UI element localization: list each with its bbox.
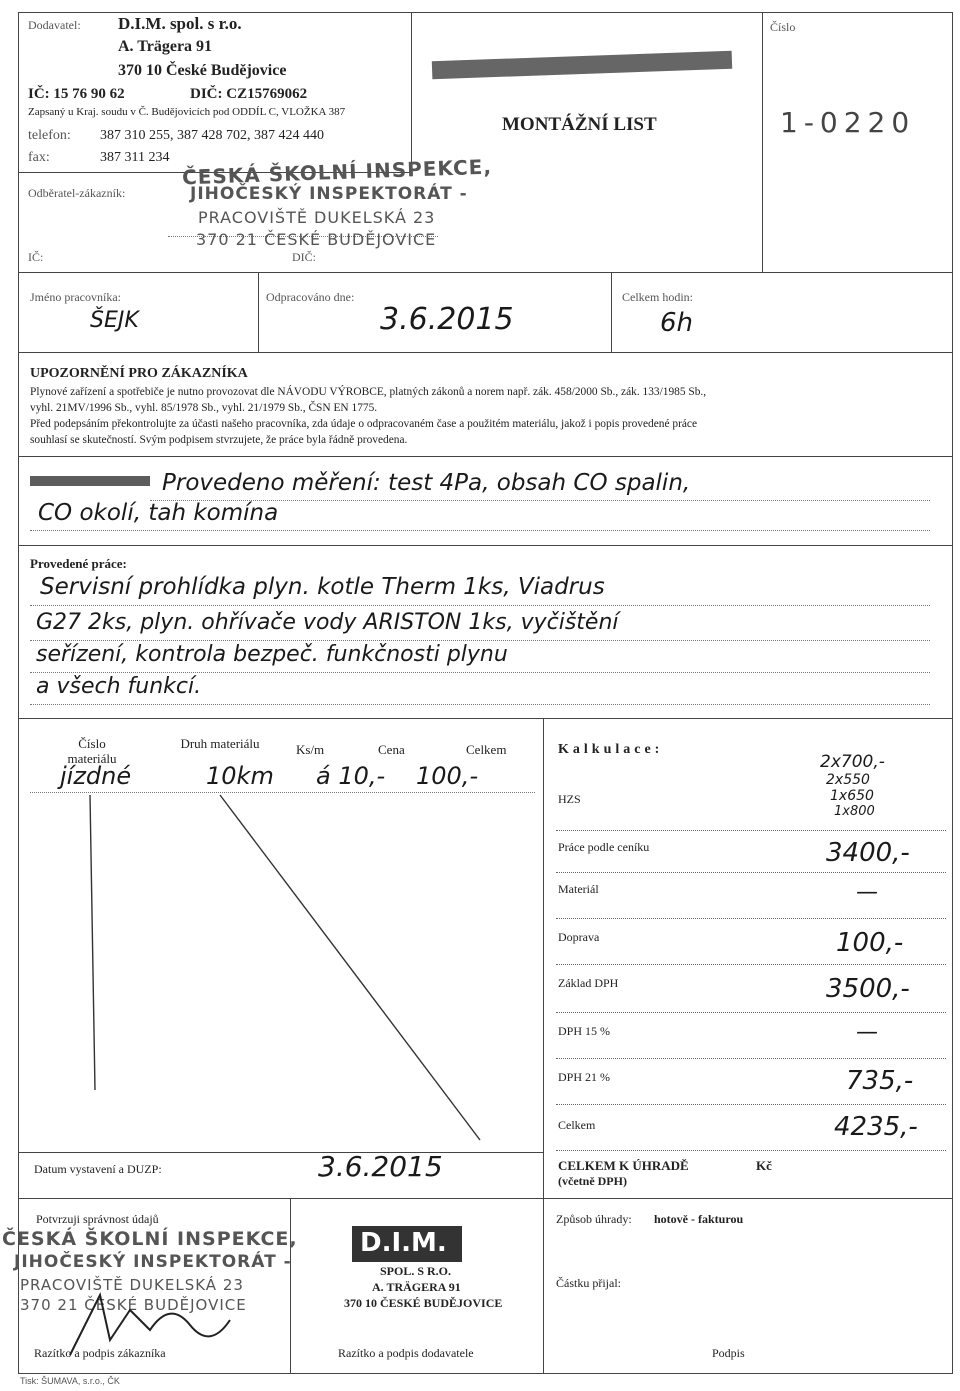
- issue-date: 3.6.2015: [318, 1150, 443, 1183]
- calc-currency: Kč: [756, 1158, 772, 1173]
- received-label: Částku přijal:: [556, 1276, 621, 1290]
- customer-stamp-line2: JIHOČESKÝ INSPEKTORÁT -: [190, 184, 468, 204]
- notes-line1: Provedeno měření: test 4Pa, obsah CO spalin,: [162, 470, 691, 496]
- calc-rule-zaklad: [556, 1012, 946, 1013]
- divider-h2: [18, 272, 953, 273]
- supplier-stamp-line4: 370 10 ČESKÉ BUDĚJOVICE: [344, 1296, 503, 1310]
- divider-v1: [411, 12, 412, 172]
- material-number-header: Číslo materiálu: [67, 736, 117, 766]
- divider-date: [18, 1152, 543, 1153]
- calc-hzs-label: HZS: [558, 792, 581, 806]
- divider-v-footer1: [290, 1198, 291, 1373]
- frame-left: [18, 12, 19, 1374]
- crossed-out-text: [432, 51, 732, 79]
- supplier-label: Dodavatel:: [28, 18, 81, 32]
- work-line4: a všech funkcí.: [36, 674, 202, 699]
- customer-stamp-b3: PRACOVIŠTĚ DUKELSKÁ 23: [20, 1276, 244, 1294]
- confirm-label: Potvrzuji správnost údajů: [36, 1212, 159, 1226]
- work-rule4: [30, 704, 930, 705]
- material-row-name: jízdné: [60, 762, 132, 790]
- supplier-registry: Zapsaný u Kraj. soudu v Č. Budějovicích pod ODDÍL C, VLOŽKA 387: [28, 106, 346, 118]
- calc-dph21-label: DPH 21 %: [558, 1070, 611, 1084]
- work-date-label: Odpracováno dne:: [266, 290, 355, 304]
- material-price-header: Cena: [378, 742, 405, 757]
- supplier-ic: IČ: 15 76 90 62: [28, 86, 125, 102]
- notice-line4: souhlasí se skutečností. Svým podpisem stvrzujete, že práce byla řádně provedena.: [30, 434, 408, 446]
- divider-v3: [258, 272, 259, 352]
- document-number: 1-0220: [780, 106, 916, 139]
- work-date: 3.6.2015: [380, 302, 514, 337]
- material-row-price: á 10,-: [316, 762, 386, 790]
- notice-title: UPOZORNĚNÍ PRO ZÁKAZNÍKA: [30, 366, 248, 381]
- work-rule1: [30, 605, 930, 606]
- calc-hzs-1: 2x700,-: [820, 752, 885, 772]
- frame-top: [18, 12, 953, 13]
- work-line2: G27 2ks, plyn. ohřívače vody ARISTON 1ks, vyčištění: [36, 610, 619, 635]
- calc-zaklad-value: 3500,-: [826, 974, 910, 1004]
- customer-label: Odběratel-zákazník:: [28, 186, 126, 200]
- divider-v2: [762, 12, 763, 272]
- divider-h6: [18, 718, 953, 719]
- work-rule3: [30, 672, 930, 673]
- material-total-header: Celkem: [466, 742, 507, 757]
- frame-right: [952, 12, 953, 1374]
- calc-material-label: Materiál: [558, 882, 599, 896]
- crossed-out-label: [30, 476, 150, 486]
- calc-dph15-label: DPH 15 %: [558, 1024, 611, 1038]
- divider-v-calc: [543, 718, 544, 1198]
- notes-line2-rule: [30, 530, 930, 531]
- work-rule2: [30, 640, 930, 641]
- calc-doprava-value: 100,-: [836, 928, 904, 958]
- calc-final-label: CELKEM K ÚHRADĚ: [558, 1158, 689, 1173]
- customer-stamp-b4: 370 21 ČESKÉ BUDĚJOVICE: [20, 1296, 247, 1314]
- calc-hzs-3: 1x650: [830, 788, 874, 804]
- notice-line2: vyhl. 21MV/1996 Sb., vyhl. 85/1978 Sb., vyhl. 21/1979 Sb., ČSN EN 1775.: [30, 402, 378, 414]
- hours-value: 6h: [660, 308, 694, 338]
- customer-sign-label: Razítko a podpis zákazníka: [34, 1346, 166, 1360]
- worker-name-label: Jméno pracovníka:: [30, 290, 121, 304]
- calc-rule-hzs: [556, 830, 946, 831]
- supplier-dic: DIČ: CZ15769062: [190, 86, 308, 102]
- worker-name: ŠEJK: [90, 308, 139, 333]
- material-type-header: Druh materiálu: [180, 736, 260, 751]
- work-line3: seřízení, kontrola bezpeč. funkčnosti plynu: [36, 642, 508, 667]
- calc-hzs-2: 2x550: [826, 772, 870, 788]
- calc-hzs-4: 1x800: [834, 804, 875, 819]
- customer-ic-label: IČ:: [28, 250, 44, 264]
- phone-label: telefon:: [28, 128, 71, 143]
- frame-bottom: [18, 1373, 953, 1374]
- calc-dph15-value: —: [856, 1020, 878, 1045]
- material-cancel-strokes: [60, 790, 500, 1150]
- notice-line1: Plynové zařízení a spotřebiče je nutno provozovat dle NÁVODU VÝROBCE, platných zákonů a norem např. zák. 458/2000 Sb., zák. 133/1985 Sb.,: [30, 386, 707, 398]
- number-label: Číslo: [770, 20, 796, 34]
- sign-label: Podpis: [712, 1346, 745, 1360]
- calc-celkem-value: 4235,-: [834, 1112, 918, 1142]
- payment-label: Způsob úhrady:: [556, 1212, 632, 1226]
- customer-stamp-b2: JIHOČESKÝ INSPEKTORÁT -: [14, 1252, 292, 1272]
- calc-celkem-label: Celkem: [558, 1118, 596, 1132]
- supplier-city: 370 10 České Budějovice: [118, 62, 287, 79]
- material-qty-header: Ks/m: [296, 742, 325, 757]
- calc-rule-dph15: [556, 1058, 946, 1059]
- material-row-total: 100,-: [416, 762, 479, 790]
- calc-material-value: —: [856, 880, 878, 905]
- calc-doprava-label: Doprava: [558, 930, 600, 944]
- work-line1: Servisní prohlídka plyn. kotle Therm 1ks, Viadrus: [40, 574, 605, 600]
- customer-dic-label: DIČ:: [292, 250, 316, 264]
- supplier-stamp-line3: A. TRÄGERA 91: [372, 1280, 461, 1294]
- calc-prace-value: 3400,-: [826, 838, 910, 868]
- supplier-street: A. Trägera 91: [118, 38, 213, 55]
- material-row-qty: 10km: [206, 762, 274, 790]
- divider-h4: [18, 456, 953, 457]
- divider-h5: [18, 545, 953, 546]
- divider-h7: [18, 1198, 953, 1199]
- payment-value: hotově - fakturou: [654, 1212, 744, 1226]
- notice-line3: Před podepsáním překontrolujte za účasti našeho pracovníka, zda údaje o odpracovaném čase a použitém materiálu, jakož i popis provedené práce: [30, 418, 698, 430]
- divider-h3: [18, 352, 953, 353]
- document-title: MONTÁŽNÍ LIST: [502, 114, 657, 135]
- calc-dph21-value: 735,-: [846, 1066, 914, 1096]
- supplier-sign-label: Razítko a podpis dodavatele: [338, 1346, 474, 1360]
- customer-stamp-b1: ČESKÁ ŠKOLNÍ INSPEKCE,: [2, 1228, 298, 1250]
- divider-v-footer2: [543, 1198, 544, 1373]
- supplier-name: D.I.M. spol. s r.o.: [118, 14, 242, 33]
- calc-rule-doprava: [556, 964, 946, 965]
- calc-rule-prace: [556, 872, 946, 873]
- calc-rule-dph21: [556, 1104, 946, 1105]
- printer-credit: Tisk: ŠUMAVA, s.r.o., ČK: [20, 1376, 120, 1386]
- customer-stamp-line4: 370 21 ČESKÉ BUDĚJOVICE: [196, 230, 437, 249]
- supplier-stamp-name: D.I.M.: [360, 1228, 447, 1258]
- calc-final-sub: (včetně DPH): [558, 1174, 627, 1188]
- calc-rule-celkem: [556, 1150, 946, 1151]
- fax-label: fax:: [28, 150, 50, 165]
- notes-line2: CO okolí, tah komína: [38, 500, 279, 526]
- phone-value: 387 310 255, 387 428 702, 387 424 440: [100, 128, 324, 143]
- customer-stamp-line3: PRACOVIŠTĚ DUKELSKÁ 23: [198, 208, 436, 227]
- calc-prace-label: Práce podle ceníku: [558, 840, 650, 854]
- divider-v4: [611, 272, 612, 352]
- customer-stamp-line1: ČESKÁ ŠKOLNÍ INSPEKCE,: [181, 154, 493, 190]
- hours-label: Celkem hodin:: [622, 290, 693, 304]
- supplier-stamp-line2: SPOL. S R.O.: [380, 1264, 452, 1278]
- calc-title: Kalkulace:: [558, 742, 664, 757]
- issue-date-label: Datum vystavení a DUZP:: [34, 1162, 162, 1176]
- calc-rule-material: [556, 918, 946, 919]
- calc-zaklad-label: Základ DPH: [558, 976, 619, 990]
- work-label: Provedené práce:: [30, 556, 127, 571]
- fax-value: 387 311 234: [100, 150, 170, 165]
